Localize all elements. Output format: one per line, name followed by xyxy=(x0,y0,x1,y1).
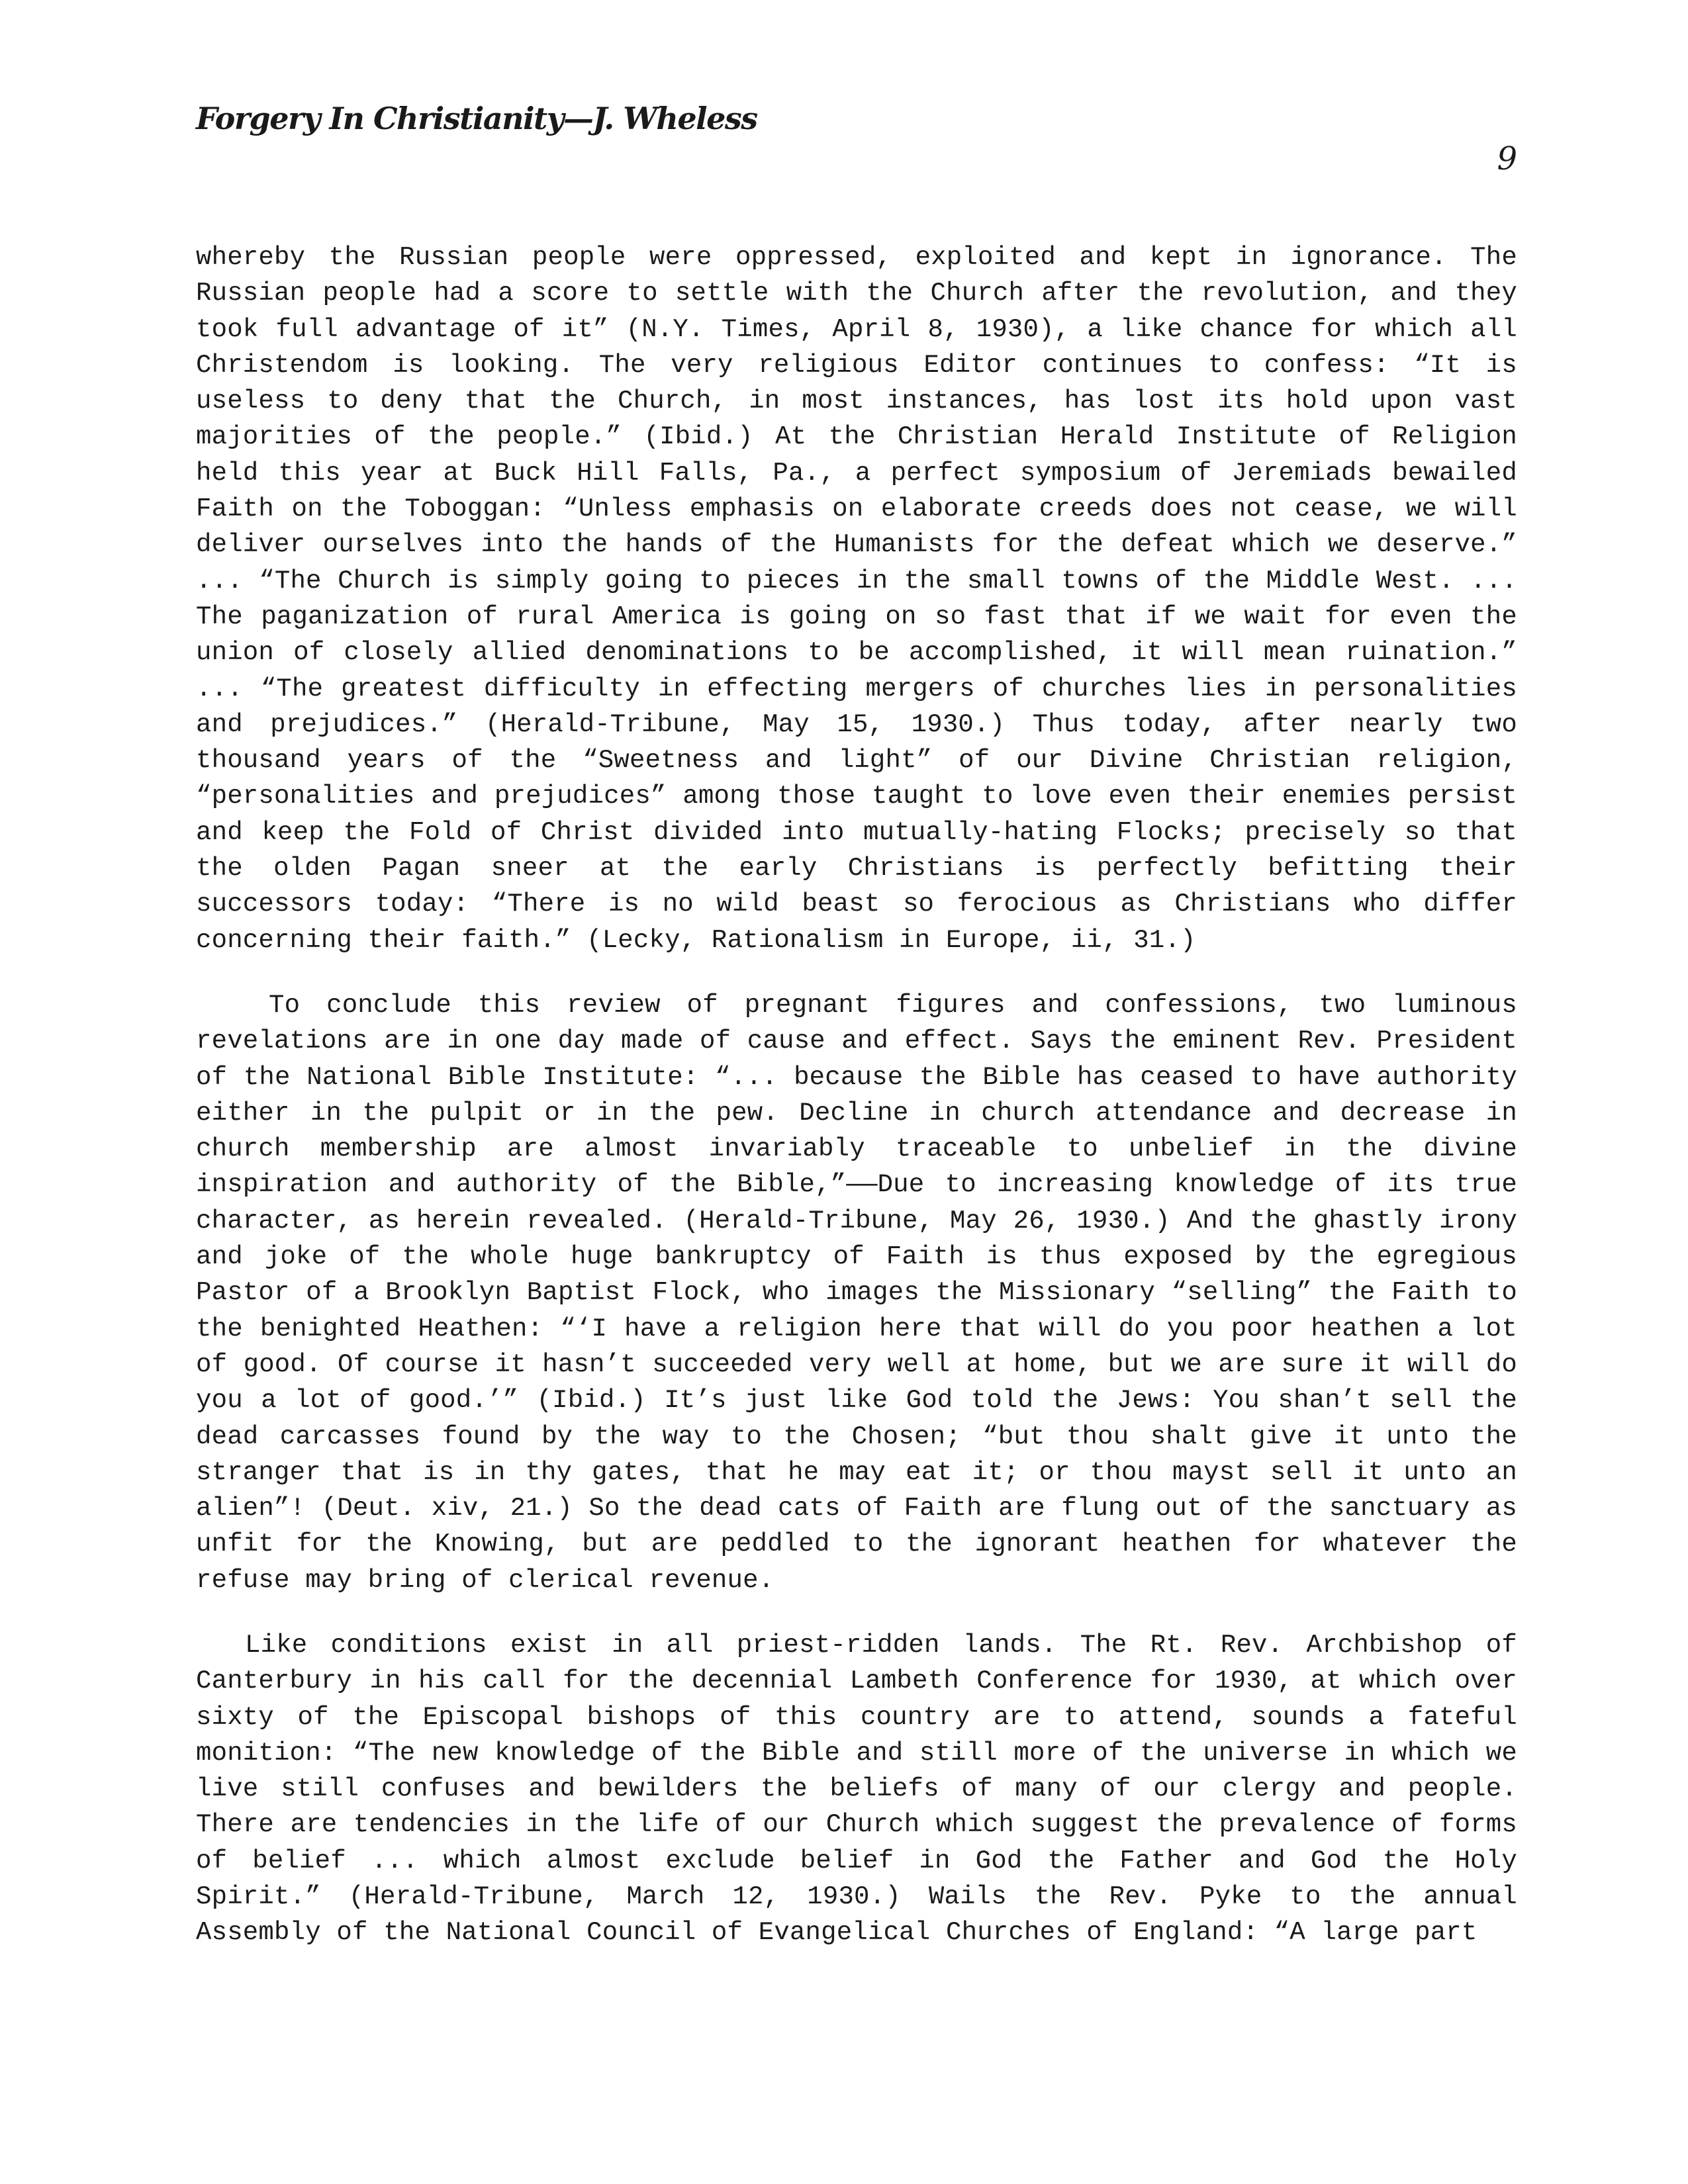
paragraph-1: whereby the Russian people were oppressed, exploited and kept in ignorance. The Russian people had a score to settle with the Church after the revolution, and they took full advantage of it” (N.Y. Times, April 8, 1930), a like chance for which all Christendom is looking. The very religious Editor continues to confess: “It is useless to deny that the Church, in most instances, has lost its hold upon vast majorities of the people.” (Ibid.) At the Christian Herald Institute of Religion held this year at Buck Hill Falls, Pa., a perfect symposium of Jeremiads bewailed Faith on the Toboggan: “Unless emphasis on elaborate creeds does not cease, we will deliver ourselves into the hands of the Humanists for the defeat which we deserve.” ... “The Church is simply going to pieces in the small towns of the Middle West. ... The paganization of rural America is going on so fast that if we wait for even the union of closely allied denominations to be accomplished, it will mean ruination.” ... “The greatest difficulty in effecting mergers of churches lies in personalities and prejudices.” (Herald-Tribune, May 15, 1930.) Thus today, after nearly two thousand years of the “Sweetness and light” of our Divine Christian religion, “personalities and prejudices” among those taught to love even their enemies persist and keep the Fold of Christ divided into mutually-hating Flocks; precisely so that the olden Pagan sneer at the early Christians is perfectly befitting their successors today: “There is no wild beast so ferocious as Christians who differ concerning their faith.” (Lecky, Rationalism in Europe, ii, 31.) xyxy=(196,243,1517,955)
page-number: 9 xyxy=(1497,140,1517,177)
body-text xyxy=(196,240,1517,1951)
running-header-title: Forgery In Christianity—J. Wheless xyxy=(196,101,757,136)
paragraph-3: Like conditions exist in all priest-ridden lands. The Rt. Rev. Archbishop of Canterbury in his call for the decennial Lambeth Conference for 1930, at which over sixty of the Episcopal bishops of this country are to attend, sounds a fateful monition: “The new knowledge of the Bible and still more of the universe in which we live still confuses and bewilders the beliefs of many of our clergy and people. There are tendencies in the life of our Church which suggest the prevalence of forms of belief ... which almost exclude belief in God the Father and God the Holy Spirit.” (Herald-Tribune, March 12, 1930.) Wails the Rev. Pyke to the annual Assembly of the National Council of Evangelical Churches of England: “A large part xyxy=(196,1630,1517,1948)
paragraph-2: To conclude this review of pregnant figures and confessions, two luminous revelations are in one day made of cause and effect. Says the eminent Rev. President of the National Bible Institute: “... because the Bible has ceased to have authority either in the pulpit or in the pew. Decline in church attendance and decrease in church membership are almost invariably traceable to unbelief in the divine inspiration and authority of the Bible,”——Due to increasing knowledge of its true character, as herein revealed. (Herald-Tribune, May 26, 1930.) And the ghastly irony and joke of the whole huge bankruptcy of Faith is thus exposed by the egregious Pastor of a Brooklyn Baptist Flock, who images the Missionary “selling” the Faith to the benighted Heathen: “‘I have a religion here that will do you poor heathen a lot of good. Of course it hasn’t succeeded very well at home, but we are sure it will do you a lot of good.’” (Ibid.) It’s just like God told the Jews: You shan’t sell the dead carcasses found by the way to the Chosen; “but thou shalt give it unto the stranger that is in thy gates, that he may eat it; or thou mayst sell it unto an alien”! (Deut. xiv, 21.) So the dead cats of Faith are flung out of the sanctuary as unfit for the Knowing, but are peddled to the ignorant heathen for whatever the refuse may bring of clerical revenue. xyxy=(196,990,1517,1595)
